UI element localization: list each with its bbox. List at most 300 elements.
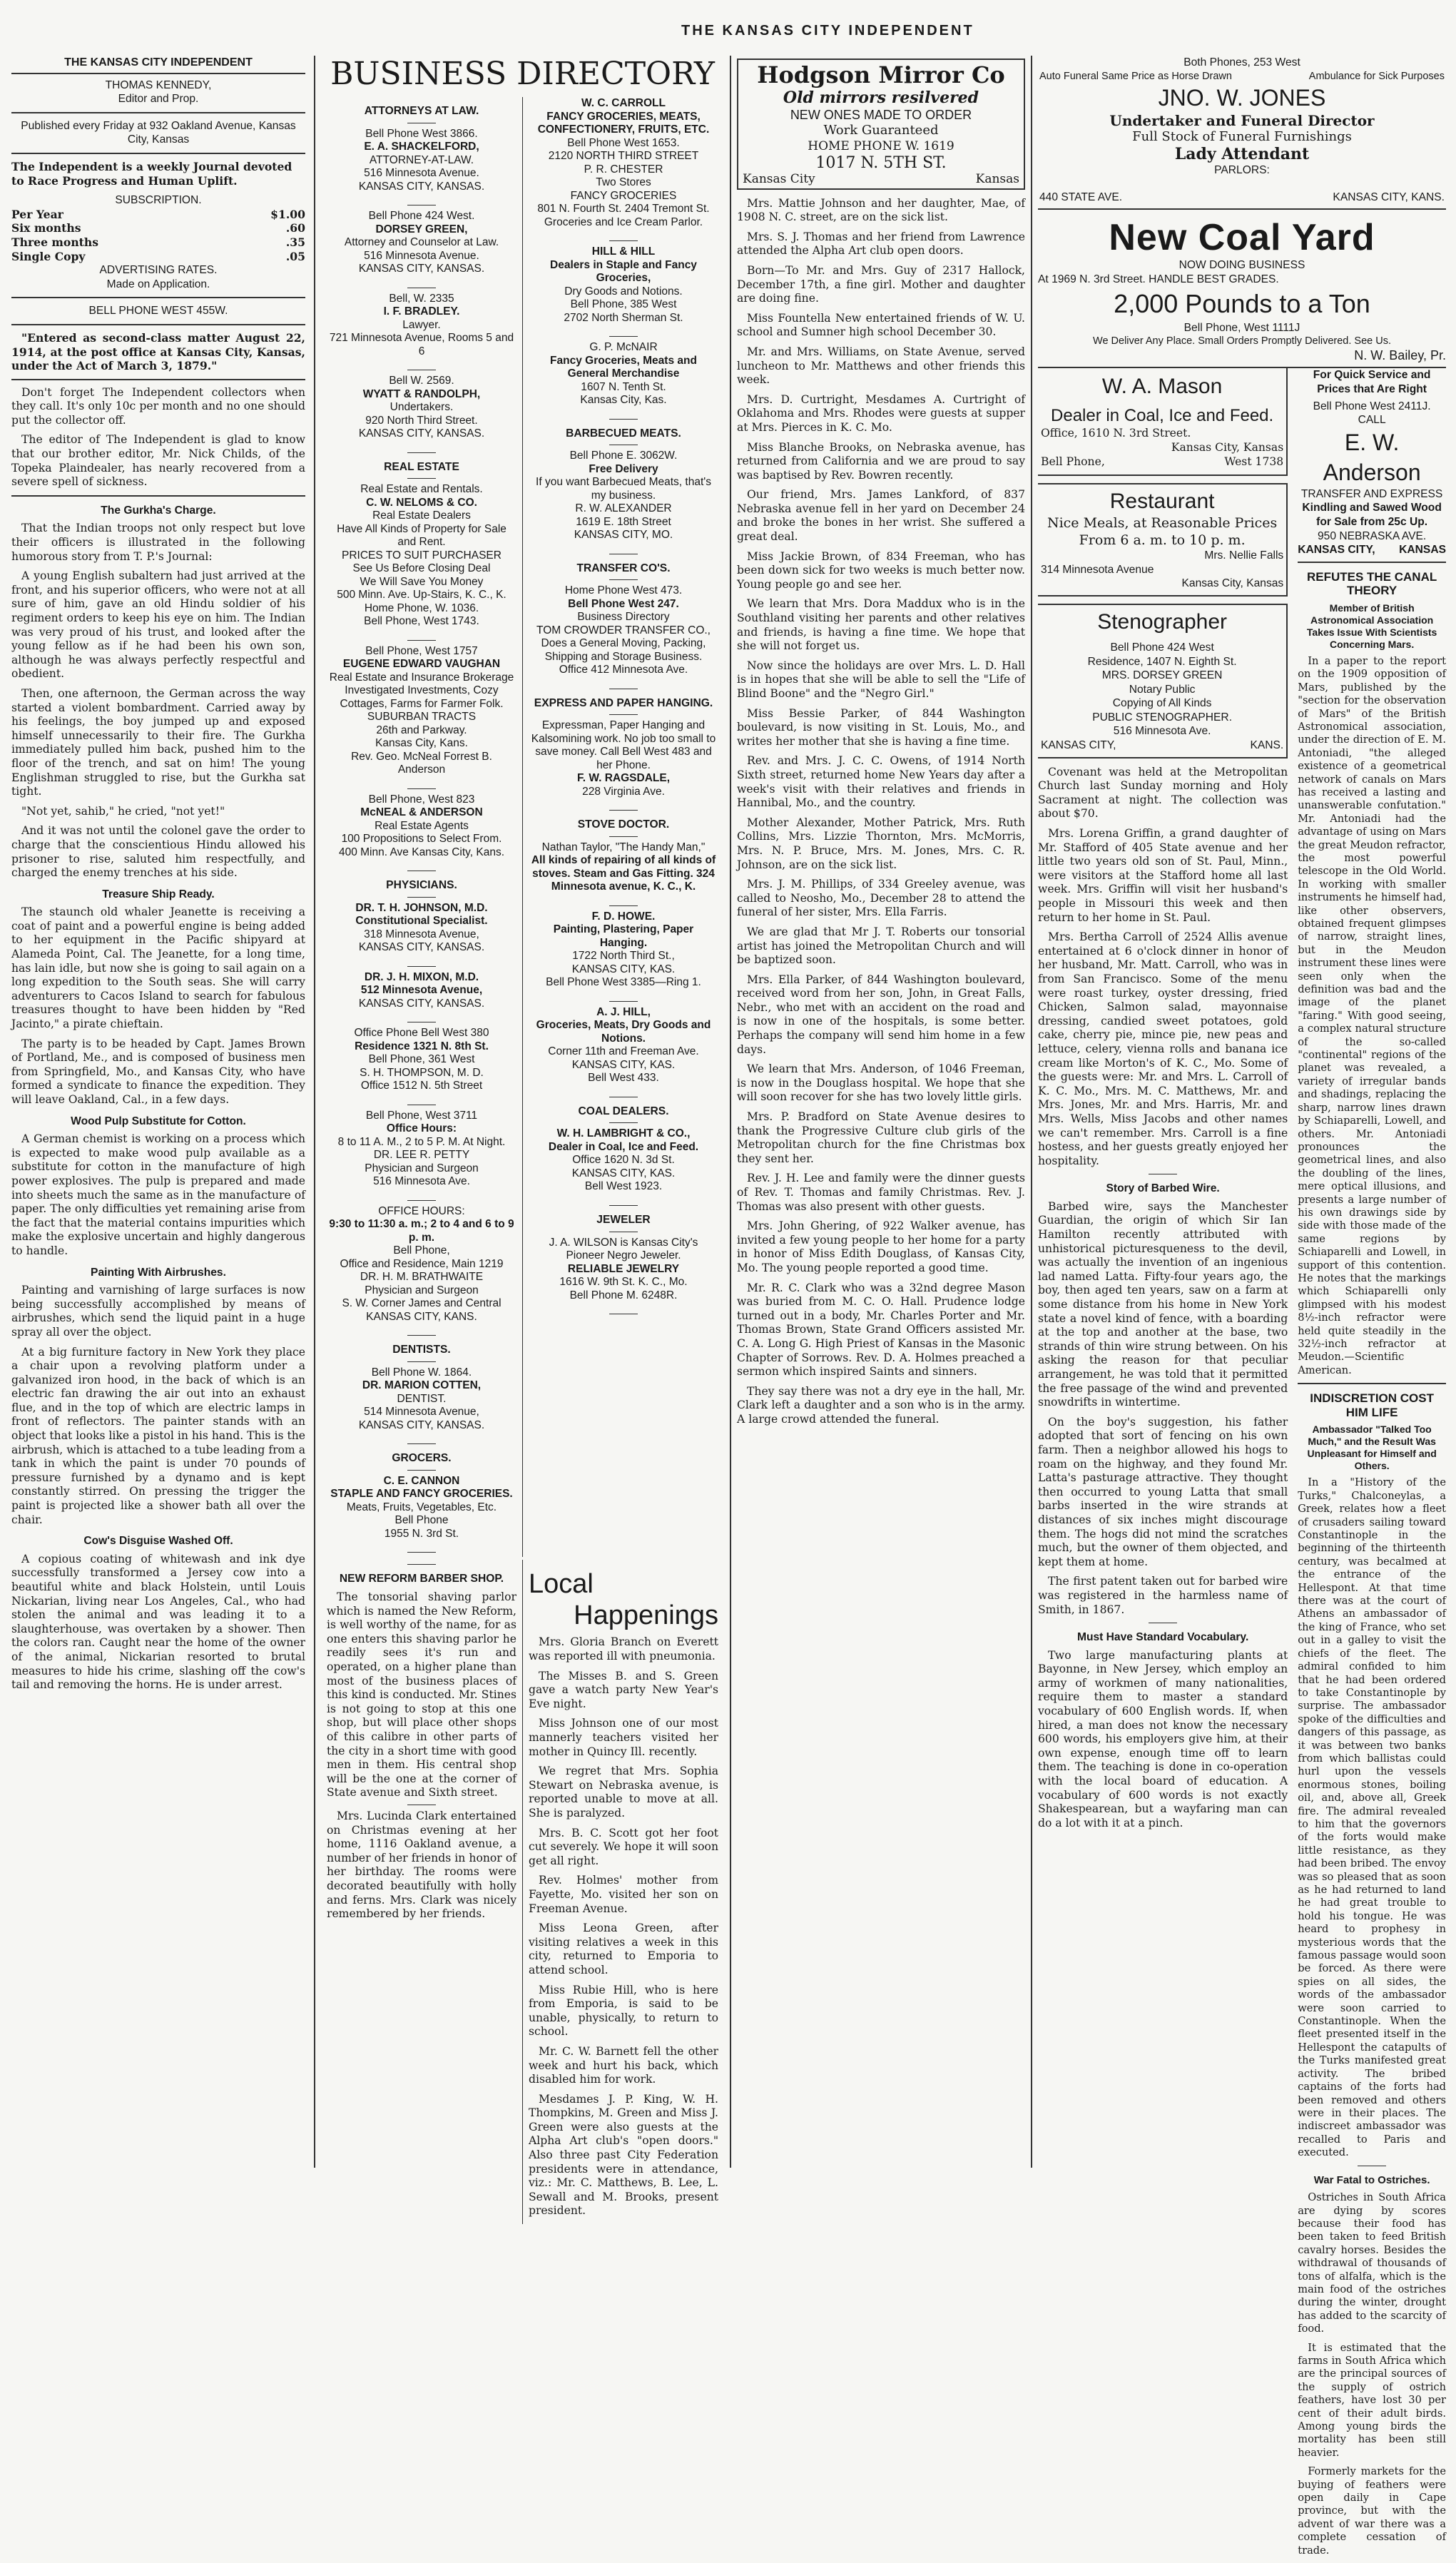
social-item: Mrs. P. Bradford on State Avenue desires to thank the Progressive Culture club girls of the Metropolitan church for the fine Christmas box they sent her. bbox=[737, 1110, 1025, 1165]
hodgson-title: Hodgson Mirror Co bbox=[757, 61, 1005, 88]
editor-name: THOMAS KENNEDY, bbox=[105, 78, 212, 91]
listing-line: Kansas City, Kans. bbox=[375, 737, 468, 750]
listing-line: DR. LEE R. PETTY bbox=[373, 1149, 470, 1162]
jones-top: Both Phones, 253 West bbox=[1183, 56, 1300, 68]
local-list bbox=[529, 1635, 718, 2218]
listing-line: 512 Minnesota Avenue, bbox=[360, 984, 483, 997]
listing-line: J. A. WILSON is Kansas City's Pioneer Negro Jeweler. bbox=[549, 1236, 698, 1262]
directory-listing bbox=[529, 97, 718, 229]
listing-line: KANSAS CITY, KAS. bbox=[571, 1058, 676, 1071]
listing-line: Bell, W. 2335 bbox=[389, 292, 454, 305]
listing-line: Bell Phone, West 823 bbox=[368, 793, 475, 806]
divider bbox=[609, 1205, 638, 1206]
listing-line: Painting, Plastering, Paper Hanging. bbox=[553, 923, 694, 949]
article-paragraph: Formerly markets for the buying of feathers were open daily in Cape province, but with the advent of war there was a complete cessation of trade. bbox=[1298, 2465, 1446, 2557]
directory-lower bbox=[321, 1560, 724, 2224]
listing-line: Have All Kinds of Property for Sale and Rent. bbox=[337, 522, 506, 549]
social-item: Miss Blanche Brooks, on Nebraska avenue, has returned from California and we are proud to say was baptised by Rev. Bowren recently. bbox=[737, 440, 1025, 482]
hodgson-ad bbox=[737, 59, 1025, 190]
listing-line: 516 Minnesota Avenue. bbox=[364, 167, 479, 180]
listing-line: DR. H. M. BRATHWAITE bbox=[360, 1271, 484, 1284]
restaurant-title: Restaurant bbox=[1109, 489, 1215, 514]
listing-line: 721 Minnesota Avenue, Rooms 5 and 6 bbox=[329, 332, 514, 357]
local-item: Miss Leona Green, after visiting relatives a week in this city, returned to Emporia to attend school. bbox=[529, 1922, 718, 1976]
restaurant-line: 314 Minnesota Avenue bbox=[1041, 563, 1154, 576]
article-paragraph: It is estimated that the farms in South Africa which are the principal sources of the supply of ostrich feathers, have lost 30 per cent of their adult birds. Among young birds the mortality has been still heavier. bbox=[1298, 2341, 1446, 2459]
clark-text: Mrs. Lucinda Clark entertained on Christmas evening at her home, 1116 Oakland avenue, a number of her friends in honor of her birthday. The rooms were decorated beautifully with holly and ferns. Mrs. Clark was nicely remembered by her friends. bbox=[327, 1809, 516, 1921]
anderson-line: Bell Phone West 2411J. bbox=[1313, 400, 1431, 412]
hodgson-city: Kansas City Kansas bbox=[743, 172, 1019, 186]
article-paragraph: On the boy's suggestion, his father adopted that sort of fencing on his own farm. Then a neighbor allowed his hogs to roam on the highway, and they found Mr. Latta's pasturage attractive. They thought then occurred to young Latta that small barbs inserted in the wire strands at distances of six inches might discourage them. The hogs did not mind the scratches much, but the owner of them objected, and kept them at home. bbox=[1038, 1415, 1288, 1568]
divider bbox=[11, 297, 305, 298]
listing-line: Office Phone Bell West 380 bbox=[354, 1027, 489, 1040]
mason-office: Office, 1610 N. 3rd Street. bbox=[1041, 427, 1191, 440]
listing-line: Residence 1321 N. 8th St. bbox=[355, 1040, 489, 1052]
divider bbox=[609, 905, 638, 906]
directory-section-heading: TRANSFER CO'S. bbox=[576, 562, 671, 574]
listing-line: Bell Phone West 3866. bbox=[365, 127, 478, 140]
masthead-title: THE KANSAS CITY INDEPENDENT bbox=[681, 23, 974, 39]
divider bbox=[609, 419, 638, 420]
social-item: Mrs. John Ghering, of 922 Walker avenue, has invited a few young people to her home for a party in honor of Miss Edith Douglass, of Kansas City, Mo. The young people reported a good time. bbox=[737, 1219, 1025, 1274]
listing-line: 1722 North Third St., bbox=[572, 950, 675, 963]
listing-line: Bell Phone, bbox=[393, 1244, 450, 1257]
anderson-ad bbox=[1298, 368, 1446, 562]
barber-article bbox=[321, 1560, 522, 2224]
stenographer-line: Notary Public bbox=[1129, 683, 1196, 696]
published-note: Published every Friday at 932 Oakland Avenue, Kansas City, Kansas bbox=[21, 119, 296, 146]
listing-line: 1607 N. Tenth St. bbox=[581, 380, 666, 393]
article-paragraph: That the Indian troops not only respect but love their officers is illustrated in the following humorous story from T. P.'s Journal: bbox=[11, 522, 305, 563]
local-item: Mr. C. W. Barnett fell the other week and hurt his back, which disabled him for work. bbox=[529, 2044, 718, 2086]
social-item: Mother Alexander, Mother Patrick, Mrs. Ruth Collins, Mrs. Lizzie Thornton, Mrs. McMorris, Mrs. N. P. Bruce, Mrs. M. Jones, Mrs. C. R. Johnson, are on the sick list. bbox=[737, 816, 1025, 871]
listing-line: 318 Minnesota Avenue, bbox=[364, 928, 479, 940]
anderson-city: KANSAS CITY, KANSAS bbox=[1298, 544, 1446, 557]
directory-listing bbox=[529, 841, 718, 894]
directory-listing bbox=[327, 210, 516, 276]
directory-listing bbox=[327, 1366, 516, 1433]
directory-left bbox=[321, 97, 522, 1557]
listing-line: Bell Phone West 1653. bbox=[567, 136, 680, 149]
listing-line: Home Phone West 473. bbox=[564, 584, 683, 597]
listing-line: Attorney and Counselor at Law. bbox=[344, 236, 499, 249]
listing-line: KANSAS CITY, KANS. bbox=[366, 1310, 477, 1323]
directory-section-heading: DENTISTS. bbox=[392, 1344, 451, 1356]
social-item: Now since the holidays are over Mrs. L. D. Hall is in hopes that she will be able to sell the "Life of Blind Boone" and the "Negro Girl." bbox=[737, 659, 1025, 700]
mason-title: W. A. Mason bbox=[1101, 375, 1223, 399]
hodgson-line: NEW ONES MADE TO ORDER bbox=[790, 108, 972, 122]
article-subheading: Ambassador "Talked Too Much," and the Result Was Unpleasant for Himself and Others. bbox=[1307, 1423, 1437, 1472]
coal-ad bbox=[1038, 217, 1446, 368]
stenographer-ad bbox=[1038, 604, 1288, 758]
article-paragraph: In a "History of the Turks," Chalconeylas, a Greek, relates how a fleet of crusaders sailing toward Constantinople in the beginning of the thirteenth century, was becalmed at the entrance of the Hellespont. At that time there was at the court of Athens an ambassador of the king of France, who set out in a galley to visit the chiefs of the fleet. The admiral confided to him that he had been ordered to take Constantinople by surprise. The ambassador spoke of the difficulties and dangers of this passage, as it was between two banks from which ballistas could hurl upon the vessels enormous stones, boiling oil, and, above all, Greek fire. The admiral revealed to him that the governors of the forts would make little resistance, as they had been bribed. The envoy was so pleased that as soon as he had returned to land he had great trouble to hold his tongue. He was heard to prophesy in mysterious words that the famous passage would soon be forced. As there were spies on all sides, the words of the ambassador were soon carried to Constantinople. When the fleet presented itself in the Hellespont the catapults of the Turks manifested great activity. The bribed captains of the forts had been removed and others were in their places. The indiscreet ambassador was recalled to Paris and executed. bbox=[1298, 1476, 1446, 2159]
listing-line: Free Delivery bbox=[589, 462, 658, 475]
barber-text: The tonsorial shaving parlor which is named the New Reform, is well worthy of the name, for as one enters this shaving parlor he readily sees it's run and operated, on a higher plane than most of the business places of this kind is conducted. Mr. Stines is not going to stop at this one shop, but will place other shops of this calibre in other parts of the city in a short time with good men in them. His central shop will be the one at the corner of State avenue and Sixth street. bbox=[327, 1590, 516, 1800]
listing-line: All kinds of repairing of all kinds of stoves. Steam and Gas Fitting. 324 Minnesota avenue, K. C., K. bbox=[531, 854, 716, 893]
article-paragraph: Then, one afternoon, the German across the way started a violent bombardment. Carried away by his feelings, the boy jumped up and exposed himself unnecessarily to their fire. The Gurkha immediately pulled him back, pushed him to the floor of the trench, and sat on him! The young Englishman struggled to rise, but the Gurkha sat tight. bbox=[11, 686, 305, 798]
divider bbox=[407, 897, 436, 898]
listing-line: Bell West 433. bbox=[588, 1072, 659, 1085]
article-paragraph: The staunch old whaler Jeanette is receiving a coat of paint and a powerful engine is being added to her equipment in the Pacific shipyard at Alameda Point, Cal. The Jeanette, for a long time, has lain idle, but now she is going to sail again on a long expedition to the South seas. She will carry adventurers to Cacos Island to search for fabulous treasures thought to have been hidden by "Red Jacinto," a pirate chieftain. bbox=[11, 905, 305, 1031]
directory-listing bbox=[327, 1475, 516, 1541]
local-item: Miss Rubie Hill, who is here from Emporia, is said to be unable, physically, to return to school. bbox=[529, 1983, 718, 2039]
divider bbox=[407, 1552, 436, 1553]
stenographer-title: Stenographer bbox=[1097, 609, 1228, 634]
article-paragraph: Barbed wire, says the Manchester Guardian, the origin of which Sir Ian Hamilton recently attributed with unhistorical picturesqueness to the devil, was actually the invention of an ingenious lad named Latta. Fifty-four years ago, the boy, then aged ten years, saw on a farm at some distance from his home in New York state a novel kind of fence, with a boarding at the top and another at the base, two strands of thin wire strung between. On his asking the reason for that peculiar arrangement, he was told that it permitted the free passage of the wind and prevented snowdrifts in wintertime. bbox=[1038, 1199, 1288, 1409]
mason-ad bbox=[1038, 368, 1288, 476]
advertising-heading: ADVERTISING RATES. bbox=[99, 264, 218, 277]
listing-line: Meats, Fruits, Vegetables, Etc. bbox=[346, 1501, 497, 1513]
listing-line: DR. J. H. MIXON, M.D. bbox=[364, 970, 479, 983]
article-heading: INDISCRETION COST HIM LIFE bbox=[1310, 1391, 1435, 1419]
directory-listing bbox=[327, 1110, 516, 1189]
directory-title: BUSINESS DIRECTORY bbox=[330, 56, 715, 92]
listing-line: Office 1512 N. 5th Street bbox=[360, 1080, 483, 1092]
divider bbox=[407, 452, 436, 453]
listing-line: Real Estate Agents bbox=[375, 819, 469, 832]
article-paragraph: The first patent taken out for barbed wire was registered in the harmless name of Smith, in 1867. bbox=[1038, 1575, 1288, 1616]
listing-line: Dealers in Staple and Fancy Groceries, bbox=[550, 258, 697, 284]
divider bbox=[11, 495, 305, 497]
listing-line: KANSAS CITY, KANSAS. bbox=[358, 263, 485, 275]
local-item: Mrs. B. C. Scott got her foot cut severely. We hope it will soon get all right. bbox=[529, 1826, 718, 1867]
tagline: The Independent is a weekly Journal devoted to Race Progress and Human Uplift. bbox=[11, 159, 292, 188]
listing-line: 514 Minnesota Avenue, bbox=[364, 1406, 479, 1418]
divider bbox=[11, 379, 305, 380]
listing-line: OFFICE HOURS: bbox=[378, 1204, 465, 1217]
listing-line: 228 Virginia Ave. bbox=[582, 785, 665, 798]
directory-listing bbox=[529, 584, 718, 677]
listing-line: STAPLE AND FANCY GROCERIES. bbox=[330, 1488, 513, 1501]
directory-listing bbox=[529, 1237, 718, 1303]
article-paragraph: At a big furniture factory in New York they place a chair upon a revolving platform under a galvanized iron hood, in the back of which is an electric fan drawing the air out into an exhaust flue, and in the top of which are electric lamps in front of reflectors. The painter stands with an object that looks like a pistol in his hand. This is the airbrush, which is attached to a tube leading from a tank in which the paint is under 70 pounds of pressure furnished by a dynamo and is kept constantly stirred. On pressing the trigger the paint is projected like a shower bath all over the chair. bbox=[11, 1345, 305, 1526]
directory-listing bbox=[327, 1205, 516, 1324]
listing-line: PRICES TO SUIT PURCHASER bbox=[342, 549, 502, 562]
column-ads-features bbox=[1031, 56, 1452, 2557]
restaurant-line: Nice Meals, at Reasonable Prices bbox=[1047, 515, 1278, 532]
listing-line: See Us Before Closing Deal bbox=[352, 562, 491, 575]
directory-split bbox=[321, 97, 724, 1557]
listing-line: DR. T. H. JOHNSON, M.D. bbox=[355, 901, 488, 914]
article-subheading: Member of British Astronomical Association Takes Issue With Scientists Concerning Mars. bbox=[1306, 602, 1437, 650]
anderson-line: For Quick Service and Prices that Are Right bbox=[1313, 369, 1431, 395]
article-paragraph: Ostriches in South Africa are dying by scores because their food has been taken to feed British cavalry horses. Besides the withdrawal of thousands of tons of alfalfa, which is the main food of the ostriches during the winter, drought has added to the scarcity of food. bbox=[1298, 2191, 1446, 2335]
listing-line: Groceries, Meats, Dry Goods and Notions. bbox=[536, 1019, 711, 1045]
divider bbox=[609, 336, 638, 337]
collector-notice: Don't forget The Independent collectors when they call. It's only 10c per month and no one should put the collector off. bbox=[11, 385, 305, 427]
listing-line: 920 North Third Street. bbox=[365, 414, 478, 427]
listing-line: Dry Goods and Notions. bbox=[564, 285, 683, 298]
local-item: Mesdames J. P. King, W. H. Thompkins, M. Green and Miss J. Green were also guests at the Alpha Art club's "open doors." Also three past City Federation presidents were in attendance, viz.: Mr. C. Matthews, B. Lee, L. Sewall and M. Brooks, present president. bbox=[529, 2092, 718, 2218]
listing-line: Bell Phone, West 1757 bbox=[365, 644, 478, 657]
directory-section-heading: EXPRESS AND PAPER HANGING. bbox=[534, 696, 713, 709]
listing-line: 2702 North Sherman St. bbox=[564, 311, 683, 324]
col4-right bbox=[1293, 368, 1446, 2563]
directory-listing bbox=[529, 910, 718, 990]
directory-section-heading: STOVE DOCTOR. bbox=[577, 818, 670, 831]
listing-line: 9:30 to 11:30 a. m.; 2 to 4 and 6 to 9 p. m. bbox=[329, 1218, 514, 1244]
column-business-directory bbox=[314, 56, 730, 2218]
listing-line: S. H. THOMPSON, M. D. bbox=[360, 1066, 484, 1079]
local-item: The Misses B. and S. Green gave a watch party New Year's Eve night. bbox=[529, 1669, 718, 1710]
paper-name: THE KANSAS CITY INDEPENDENT bbox=[11, 56, 305, 74]
rate-row: Single Copy .05 bbox=[11, 249, 305, 263]
article-paragraph: A copious coating of whitewash and ink dye successfully transformed a Jersey cow into a beautiful white and black Holstein, until Louis Nickarian, living near Los Angeles, Cal., who had stolen the animal and was leading it to a slaughterhouse, was overtaken by a shower. Then the colors ran. Caught near the home of the owner of the animal, Nickarian resorted to brutal measures to hide his crime, slashing off the cow's tail and removing the horns. He is under arrest. bbox=[11, 1552, 305, 1692]
listing-line: W. H. LAMBRIGHT & CO., bbox=[556, 1127, 691, 1140]
listing-line: 26th and Parkway. bbox=[376, 724, 467, 736]
social-item: Mrs. Mattie Johnson and her daughter, Mae, of 1908 N. C. street, are on the sick list. bbox=[737, 196, 1025, 224]
stenographer-line: MRS. DORSEY GREEN bbox=[1101, 669, 1223, 682]
listing-line: DR. MARION COTTEN, bbox=[362, 1379, 482, 1392]
social-item: Mrs. Lorena Griffin, a grand daughter of Mr. Stafford of 405 State avenue and her little two years old son of St. Paul, Minn., were visitors at the Stafford home all last week. Mrs. Griffin will visit her husband's people in Missouri this week and then return to her home in St. Paul. bbox=[1038, 827, 1288, 924]
listing-line: ATTORNEY-AT-LAW. bbox=[369, 153, 474, 166]
social-item: We are glad that Mr J. T. Roberts our tonsorial artist has joined the Metropolitan Church and will be baptized soon. bbox=[737, 925, 1025, 967]
social-item: We learn that Mrs. Anderson, of 1046 Freeman, is now in the Douglass hospital. We hope that she will soon recover for she has two lovely little girls. bbox=[737, 1062, 1025, 1104]
listing-line: Bell Phone, 385 West bbox=[570, 298, 677, 310]
jones-ad bbox=[1038, 56, 1446, 210]
divider bbox=[407, 1470, 436, 1471]
article-paragraph: Two large manufacturing plants at Bayonne, in New Jersey, which employ an army of workmen of many nationalities, require them to master a standard vocabulary of 600 English words. If, when hired, a man does not know the necessary 600 words, his employers give him, at their own expense, enough time off to learn them. The teaching is done in co-operation with the local board of education. A vocabulary of 600 words is not exactly Shakespearean, but a wayfaring man can do a lot with it at a pinch. bbox=[1038, 1648, 1288, 1829]
stenographer-city: KANSAS CITY, KANS. bbox=[1041, 739, 1284, 752]
listing-line: Kansas City, Kas. bbox=[580, 394, 667, 406]
listing-line: KANSAS CITY, KANSAS. bbox=[358, 997, 485, 1010]
article-paragraph: A young English subaltern had just arrived at the front, and his superior officers, who were not at all sure of him, gave an old Hindu soldier of his regiment orders to keep his eye on him. The Indian was very proud of his trust, and looked after the young fellow as if he had been his own son, although he was always perfectly respectful and obedient. bbox=[11, 569, 305, 681]
social-item: Rev. J. H. Lee and family were the dinner guests of Rev. T. Thomas and family Christmas. Rev. J. Thomas was also present with other guests. bbox=[737, 1172, 1025, 1213]
listing-line: 1616 W. 9th St. K. C., Mo. bbox=[559, 1276, 688, 1289]
restaurant-line: Mrs. Nellie Falls bbox=[1204, 549, 1284, 562]
listing-line: Does a General Moving, Packing, Shipping and Storage Business. bbox=[541, 637, 706, 663]
listing-line: F. W. RAGSDALE, bbox=[576, 772, 671, 785]
article-heading: Painting With Airbrushes. bbox=[91, 1266, 226, 1279]
article-paragraph: A German chemist is working on a process which is expected to make wood pulp available as a substitute for cotton in the manufacture of high power explosives. The pulp is prepared and made into sheets much the same as in the manufacture of paper. The only difficulties yet remaining arise from the fact that the material contains impurities which make the explosive uncertain and highly dangerous to handle. bbox=[11, 1132, 305, 1257]
directory-right bbox=[522, 97, 724, 1557]
listing-line: Real Estate and Rentals. bbox=[360, 483, 483, 496]
listing-line: 516 Minnesota Avenue. bbox=[364, 249, 479, 262]
listing-line: Bell Phone, 361 West bbox=[368, 1053, 475, 1066]
listing-line: KANSAS CITY, KANSAS. bbox=[358, 1418, 485, 1431]
barber-heading: NEW REFORM BARBER SHOP. bbox=[339, 1573, 504, 1585]
anderson-line: 950 NEBRASKA AVE. bbox=[1317, 529, 1427, 542]
stenographer-line: Bell Phone 424 West bbox=[1110, 641, 1214, 654]
directory-listing bbox=[529, 450, 718, 542]
social-item: Miss Fountella New entertained friends of W. U. school and Sumner high school December 30. bbox=[737, 311, 1025, 339]
listing-line: FANCY GROCERIES bbox=[570, 189, 677, 202]
directory-listing bbox=[529, 245, 718, 325]
jones-line: Full Stock of Funeral Furnishings bbox=[1132, 129, 1352, 145]
article-heading: The Gurkha's Charge. bbox=[101, 504, 216, 517]
directory-listing bbox=[327, 483, 516, 629]
listing-line: Real Estate and Insurance Brokerage bbox=[329, 671, 514, 684]
local-item: Miss Johnson one of our most mannerly teachers visited her mother in Quincy Ill. recently. bbox=[529, 1717, 718, 1758]
masthead bbox=[0, 0, 1456, 46]
coal-line: NOW DOING BUSINESS bbox=[1178, 259, 1305, 272]
listing-line: Undertakers. bbox=[390, 401, 454, 414]
directory-listing bbox=[529, 1127, 718, 1194]
directory-listing bbox=[327, 902, 516, 955]
listing-line: FANCY GROCERIES, MEATS, CONFECTIONERY, FRUITS, ETC. bbox=[537, 110, 710, 136]
mason-city: Kansas City, Kansas bbox=[1171, 440, 1284, 454]
social-items bbox=[737, 197, 1025, 1427]
coal-line: At 1969 N. 3rd Street. HANDLE BEST GRADES. bbox=[1038, 273, 1279, 285]
divider bbox=[407, 1443, 436, 1444]
coal-deliver: We Deliver Any Place. Small Orders Promptly Delivered. See Us. bbox=[1093, 335, 1391, 347]
listing-line: Bell Phone, West 1743. bbox=[364, 615, 479, 628]
listing-line: 2120 NORTH THIRD STREET bbox=[548, 150, 699, 162]
listing-line: KANSAS CITY, KAS. bbox=[571, 963, 676, 975]
stenographer-line: Copying of All Kinds bbox=[1112, 697, 1212, 710]
listing-line: Bell Phone West 247. bbox=[568, 597, 679, 610]
listing-line: Home Phone, W. 1036. bbox=[364, 602, 479, 614]
listing-line: Constitutional Specialist. bbox=[355, 915, 488, 928]
directory-listing bbox=[327, 645, 516, 777]
listing-line: McNEAL & ANDERSON bbox=[360, 806, 483, 819]
coal-phone: Bell Phone, West 1111J bbox=[1183, 321, 1300, 334]
coal-big: 2,000 Pounds to a Ton bbox=[1114, 288, 1370, 318]
listing-line: 100 Propositions to Select From. bbox=[341, 833, 502, 846]
listing-line: Office 1620 N. 3d St. bbox=[572, 1154, 675, 1167]
listing-line: EUGENE EDWARD VAUGHAN bbox=[342, 658, 501, 671]
listing-line: 516 Minnesota Ave. bbox=[373, 1175, 470, 1188]
divider bbox=[407, 478, 436, 479]
social-item: Mrs. Ella Parker, of 844 Washington boulevard, received word from her son, John, in Great Falls, Nebr., who met with an accident on the road and is now in one of the hospitals, is some better. Perhaps the company will send him home in a few days. bbox=[737, 973, 1025, 1056]
jones-line: Undertaker and Funeral Director bbox=[1109, 112, 1375, 130]
divider bbox=[609, 836, 638, 837]
divider bbox=[407, 788, 436, 789]
paper-phone: BELL PHONE WEST 455W. bbox=[88, 305, 228, 318]
social-item: Mrs. D. Curtright, Mesdames A. Curtright of Oklahoma and Mrs. Rhodes were guests at supper at Mrs. Pierces in K. C. Mo. bbox=[737, 392, 1025, 434]
directory-section-heading: BARBECUED MEATS. bbox=[566, 427, 681, 440]
listing-line: 801 N. Fourth St. 2404 Tremont St. bbox=[537, 203, 710, 215]
divider bbox=[407, 1361, 436, 1362]
listing-line: Bell Phone W. 1864. bbox=[371, 1366, 472, 1379]
social-item: Mr. and Mrs. Williams, on State Avenue, served luncheon to Mr. Matthews and other friends this week. bbox=[737, 345, 1025, 387]
jones-name: JNO. W. JONES bbox=[1158, 85, 1326, 111]
listing-line: Expressman, Paper Hanging and Kalsomining work. No job too small to save money. Call Bell West 483 and her Phone. bbox=[531, 719, 716, 771]
social-item: Born—To Mr. and Mrs. Guy of 2317 Hallock, December 17th, a fine girl. Mother and daughter are doing fine. bbox=[737, 263, 1025, 305]
listing-line: Office 412 Minnesota Ave. bbox=[559, 664, 688, 676]
listing-line: 1619 E. 18th Street bbox=[576, 515, 671, 528]
directory-listing bbox=[327, 375, 516, 441]
listing-line: WYATT & RANDOLPH, bbox=[362, 387, 481, 400]
social-item: We learn that Mrs. Dora Maddux who is in the Southland visiting her parents and other relatives and friends, is having a fine time. We hope that she will not forget us. bbox=[737, 597, 1025, 653]
divider bbox=[407, 1200, 436, 1201]
listing-line: Rev. Geo. McNeal Forrest B. Anderson bbox=[351, 750, 492, 776]
coal-title: New Coal Yard bbox=[1109, 217, 1375, 259]
listing-line: RELIABLE JEWELRY bbox=[567, 1262, 680, 1275]
article-heading: Treasure Ship Ready. bbox=[102, 888, 215, 900]
listing-line: Nathan Taylor, "The Handy Man," bbox=[541, 841, 706, 853]
hodgson-line: Work Guaranteed bbox=[823, 123, 939, 138]
listing-line: Bell Phone M. 6248R. bbox=[569, 1289, 678, 1301]
local-happenings bbox=[522, 1560, 724, 2224]
listing-line: Office and Residence, Main 1219 bbox=[340, 1257, 504, 1270]
directory-section-heading: GROCERS. bbox=[392, 1452, 452, 1465]
col4-left bbox=[1038, 368, 1293, 2563]
divider bbox=[11, 324, 305, 325]
divider bbox=[407, 966, 436, 967]
jones-line: PARLORS: bbox=[1214, 164, 1270, 177]
divider bbox=[609, 240, 638, 241]
divider bbox=[407, 1335, 436, 1336]
rate-row: Three months .35 bbox=[11, 235, 305, 249]
listing-line: KANSAS CITY, MO. bbox=[574, 529, 673, 542]
listing-line: Groceries and Ice Cream Parlor. bbox=[544, 215, 703, 228]
listing-line: Business Directory bbox=[577, 611, 670, 624]
stenographer-line: 516 Minnesota Ave. bbox=[1113, 725, 1211, 738]
listing-line: Two Stores bbox=[596, 176, 651, 188]
listing-line: W. C. CARROLL bbox=[581, 97, 666, 109]
social-item: Covenant was held at the Metropolitan Church last Sunday morning and Holy Sacrament at night. The collection was about $70. bbox=[1038, 765, 1288, 821]
directory-listing bbox=[529, 719, 718, 798]
listing-line: F. D. HOWE. bbox=[591, 910, 656, 923]
article-heading: Cow's Disguise Washed Off. bbox=[83, 1535, 233, 1548]
directory-listing bbox=[529, 1006, 718, 1085]
article-heading: Must Have Standard Vocabulary. bbox=[1076, 1631, 1249, 1644]
directory-listing bbox=[327, 128, 516, 194]
listing-line: Physician and Surgeon bbox=[365, 1162, 479, 1174]
social-item: Mrs. J. M. Phillips, of 334 Greeley avenue, was called to Neosho, Mo., December 28 to attend the funeral of her sister, Mrs. Ella Farris. bbox=[737, 878, 1025, 919]
listing-line: 400 Minn. Ave Kansas City, Kans. bbox=[338, 846, 505, 858]
column-editorial bbox=[6, 56, 311, 2168]
listing-line: KANSAS CITY, KANSAS. bbox=[358, 427, 485, 440]
hodgson-line: HOME PHONE W. 1619 bbox=[808, 139, 954, 153]
jones-row: Auto Funeral Same Price as Horse Drawn Ambulance for Sick Purposes bbox=[1039, 70, 1445, 82]
subscription-heading: SUBSCRIPTION. bbox=[115, 194, 202, 207]
listing-line: KANSAS CITY, KAS. bbox=[571, 1167, 676, 1179]
divider bbox=[609, 579, 638, 580]
divider bbox=[609, 714, 638, 715]
divider bbox=[407, 640, 436, 641]
social-item: Mr. R. C. Clark who was a 32nd degree Mason was buried from M. C. O. Hall. Prudence lodge turned out in a body, Mr. Charles Porter and Mr. Thomas Brown, State Grand Officers assisted Mr. C. A. Long G. High Priest of Kansas in the Masonic Chapter of Sorrows. Rev. D. A. Holmes preached a sermon which inspired Saints and sinners. bbox=[737, 1281, 1025, 1379]
listing-line: We Will Save You Money bbox=[360, 575, 484, 588]
divider bbox=[609, 1001, 638, 1002]
jones-line: Lady Attendant bbox=[1174, 145, 1310, 164]
listing-line: Corner 11th and Freeman Ave. bbox=[548, 1045, 699, 1058]
directory-listing bbox=[529, 341, 718, 407]
article-paragraph: Painting and varnishing of large surfaces is now being successfully accomplished by means of airbrushes, which send the liquid paint in a huge spray all over the object. bbox=[11, 1284, 305, 1339]
directory-section-heading: PHYSICIANS. bbox=[386, 879, 457, 892]
listing-line: DORSEY GREEN, bbox=[375, 223, 468, 235]
local-item: Rev. Holmes' mother from Fayette, Mo. visited her son on Freeman Avenue. bbox=[529, 1874, 718, 1915]
mason-phone: Bell Phone, West 1738 bbox=[1041, 455, 1284, 468]
listing-line: E. A. SHACKELFORD, bbox=[364, 141, 479, 153]
listing-line: Bell West 1923. bbox=[584, 1180, 663, 1193]
divider bbox=[11, 112, 305, 113]
social-item: Rev. and Mrs. J. C. C. Owens, of 1914 North Sixth street, returned home New Years day after a week's visit with their relatives and friends in Hannibal, Mo., and the country. bbox=[737, 754, 1025, 810]
anderson-line: TRANSFER AND EXPRESS bbox=[1300, 487, 1443, 500]
directory-section-heading: ATTORNEYS AT LAW. bbox=[364, 105, 479, 117]
directory-listing bbox=[327, 793, 516, 860]
directory-section-heading: JEWELER bbox=[596, 1213, 651, 1226]
article-paragraph: And it was not until the colonel gave the order to charge that the conscientious Hindu allowed his prisoner to rise, saluted him respectfully, and charged the enemy trenches at his side. bbox=[11, 824, 305, 880]
listing-line: 1955 N. 3rd St. bbox=[384, 1527, 459, 1540]
restaurant-line: Kansas City, Kansas bbox=[1181, 577, 1284, 590]
hodgson-line: 1017 N. 5TH ST. bbox=[815, 154, 947, 172]
listing-line: Bell Phone West 3385—Ring 1. bbox=[546, 976, 701, 989]
restaurant-line: From 6 a. m. to 10 p. m. bbox=[1079, 532, 1246, 549]
listing-line: HILL & HILL bbox=[591, 245, 656, 258]
listing-line: SUBURBAN TRACTS bbox=[367, 711, 477, 724]
advertising-sub: Made on Application. bbox=[106, 278, 210, 290]
directory-listing bbox=[327, 293, 516, 359]
hodgson-line: Old mirrors resilvered bbox=[783, 88, 979, 107]
listing-line: G. P. McNAIR bbox=[589, 341, 658, 353]
listing-line: If you want Barbecued Meats, that's my business. bbox=[536, 476, 711, 502]
social-item: Mrs. Bertha Carroll of 2524 Allis avenue entertained at 6 o'clock dinner in honor of her husband, Mr. Matt. Carroll, who was in from San Francisco. Some of the menu were roast turkey, oyster dressing, fried Chicken, Salmon salad, mayonnaise dressing, candied sweet potatoes, gold cake, cherry pie, mince pie, new peas and lettuce, celery, vienna rolls and banana ice cream like Morton's of K. C., Mo. Some of the guests were: Mr. and Mrs. L. Carroll of K. C. Mo., Mrs. M. C. Matthews, Mr. and Mrs. Jones, Mr. and Mrs. Harris, Mr. and Mrs. Wells, Miss Jacobs and other names we can't remember. Mrs. Carroll is a fine hostess, and her guests greatly enjoyed her hospitality. bbox=[1038, 930, 1288, 1167]
social-item: Mrs. S. J. Thomas and her friend from Lawrence attended the Alpha Art club open doors. bbox=[737, 230, 1025, 258]
listing-line: DENTIST. bbox=[397, 1392, 447, 1405]
anderson-name: E. W. Anderson bbox=[1323, 429, 1421, 485]
